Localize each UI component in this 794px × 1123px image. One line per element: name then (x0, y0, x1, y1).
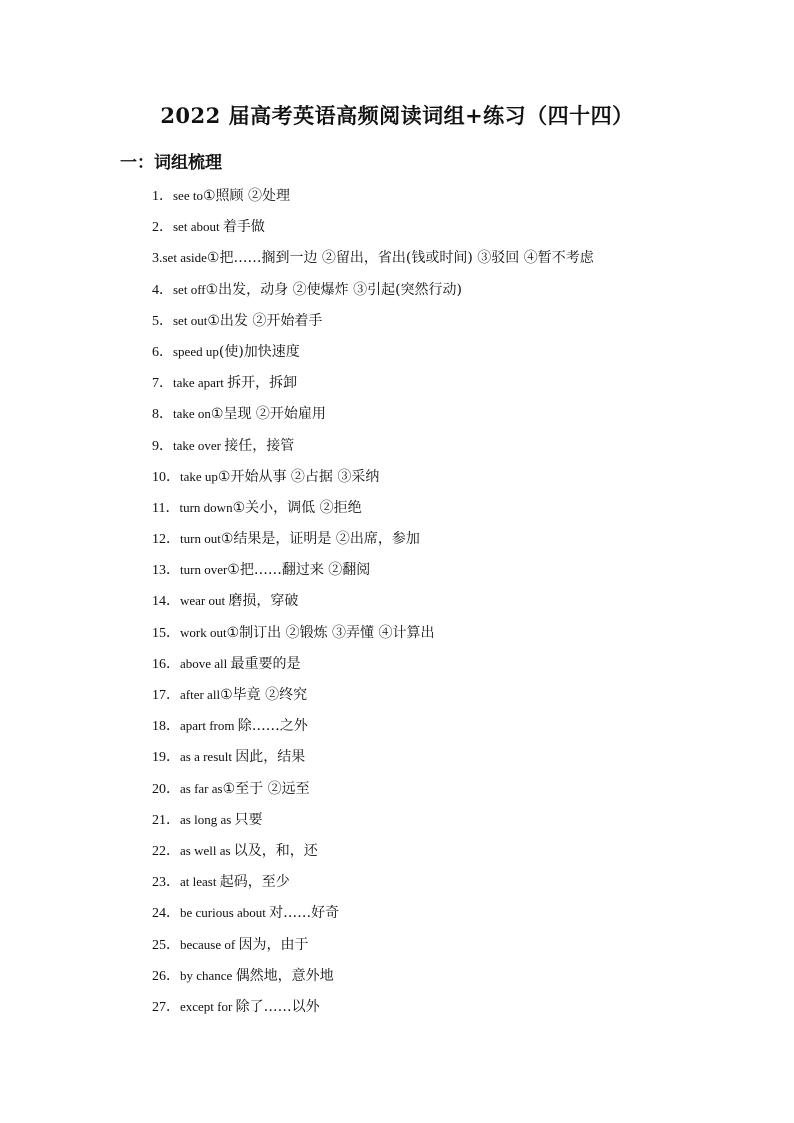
phrase-meaning: ①把……翻过来 ②翻阅 (227, 562, 371, 579)
list-item (152, 870, 594, 901)
list-item (152, 340, 594, 371)
list-item (152, 465, 594, 496)
list-item (152, 652, 594, 683)
item-number: 9． (152, 438, 173, 454)
list-item (152, 621, 594, 652)
phrase-meaning: 对……好奇 (269, 905, 340, 922)
item-number: 25． (152, 937, 180, 953)
phrase-text: turn down (179, 499, 233, 515)
item-number: 20． (152, 781, 180, 797)
phrase-meaning: ①制订出 ②锻炼 ③弄懂 ④计算出 (226, 624, 435, 641)
list-item (152, 839, 594, 870)
item-number: 26． (152, 968, 180, 984)
phrase-meaning: ①至于 ②远至 (222, 780, 310, 797)
phrase-meaning: ①出发，动身 ②使爆炸 ③引起(突然行动) (205, 281, 462, 298)
item-number: 6． (152, 344, 173, 360)
list-item (152, 246, 594, 277)
phrase-text: see to (173, 188, 203, 203)
phrase-text: as a result (180, 749, 236, 765)
phrase-text: speed up (173, 343, 219, 359)
item-number: 7． (152, 376, 173, 392)
item-number: 4． (152, 282, 173, 298)
item-number: 10． (152, 469, 180, 485)
phrase-meaning: ①关小，调低 ②拒绝 (232, 499, 362, 516)
list-item (152, 558, 594, 589)
phrase-meaning: ①呈现 ②开始雇用 (210, 406, 326, 423)
phrase-text: except for (180, 998, 236, 1014)
item-number: 3. (152, 251, 163, 267)
item-number: 5． (152, 313, 173, 329)
list-item (152, 184, 594, 215)
list-item (152, 527, 594, 558)
phrase-text: wear out (180, 593, 229, 609)
item-number: 21． (152, 812, 180, 828)
phrase-text: as far as (180, 780, 223, 796)
list-item (152, 309, 594, 340)
list-item (152, 496, 594, 527)
phrase-meaning: 接任，接管 (224, 437, 295, 454)
phrase-list (152, 184, 594, 1026)
phrase-meaning: 偶然地，意外地 (235, 967, 334, 984)
list-item (152, 215, 594, 246)
phrase-meaning: 因为，由于 (238, 936, 309, 953)
phrase-meaning: 因此，结果 (235, 749, 306, 766)
phrase-meaning: 除了……以外 (235, 998, 320, 1015)
phrase-text: take apart (173, 375, 228, 391)
phrase-meaning: ①把……搁到一边 ②留出，省出(钱或时间) ③驳回 ④暂不考虑 (206, 250, 594, 267)
phrase-text: at least (180, 874, 220, 890)
item-number: 23． (152, 875, 180, 891)
item-number: 12． (152, 532, 180, 548)
phrase-meaning: 以及，和，还 (233, 842, 318, 859)
phrase-meaning: 着手做 (222, 219, 265, 236)
phrase-meaning: ①出发 ②开始着手 (207, 312, 323, 329)
item-number: 22． (152, 843, 180, 859)
list-item (152, 745, 594, 776)
phrase-text: take up (180, 468, 218, 484)
phrase-text: set out (173, 312, 208, 328)
list-item (152, 777, 594, 808)
phrase-meaning: 磨损，穿破 (228, 593, 299, 610)
list-item (152, 714, 594, 745)
list-item (152, 434, 594, 465)
phrase-meaning: 起码，至少 (219, 874, 290, 891)
item-number: 16． (152, 656, 180, 672)
phrase-text: because of (180, 936, 239, 952)
phrase-text: set about (173, 219, 223, 235)
list-item (152, 278, 594, 309)
item-number: 13． (152, 563, 180, 579)
item-number: 24． (152, 906, 180, 922)
list-item (152, 995, 594, 1026)
list-item (152, 901, 594, 932)
item-number: 15． (152, 625, 180, 641)
phrase-text: turn out (180, 531, 221, 547)
item-number: 19． (152, 750, 180, 766)
phrase-text: apart from (180, 718, 238, 734)
list-item (152, 589, 594, 620)
item-number: 14． (152, 594, 180, 610)
list-item (152, 808, 594, 839)
phrase-text: by chance (180, 967, 236, 983)
item-number: 18． (152, 719, 180, 735)
item-number: 2． (152, 220, 173, 236)
page-title: 2022 届高考英语高频阅读词组+练习（四十四） (160, 103, 634, 128)
item-number: 11． (152, 500, 180, 516)
item-number: 17． (152, 688, 180, 703)
phrase-text: as long as (180, 811, 235, 827)
item-number: 27． (152, 999, 180, 1015)
phrase-meaning: 最重要的是 (230, 655, 301, 672)
phrase-text: take over (173, 437, 225, 453)
item-number: 8． (152, 407, 173, 423)
phrase-text: turn over (180, 562, 228, 578)
phrase-meaning: 除……之外 (237, 718, 308, 735)
phrase-text: above all (180, 655, 231, 671)
item-number: 1． (152, 189, 173, 204)
list-item (152, 683, 594, 714)
list-item (152, 964, 594, 995)
phrase-text: after all (180, 687, 221, 702)
phrase-text: be curious about (180, 905, 270, 921)
phrase-text: take on (173, 406, 211, 422)
phrase-text: set aside (162, 250, 207, 266)
phrase-text: work out (180, 624, 227, 640)
phrase-meaning: 只要 (234, 811, 263, 828)
phrase-meaning: ①开始从事 ②占据 ③采纳 (217, 468, 380, 485)
phrase-text: set off (173, 281, 206, 297)
phrase-text: as well as (180, 842, 234, 858)
phrase-meaning: ①照顾 ②处理 (202, 188, 290, 204)
section-heading: 一：词组梳理 (120, 153, 222, 173)
list-item (152, 371, 594, 402)
phrase-meaning: (使)加快速度 (218, 343, 300, 360)
phrase-meaning: ①毕竟 ②终究 (220, 687, 308, 703)
list-item (152, 933, 594, 964)
list-item (152, 402, 594, 433)
phrase-meaning: ①结果是，证明是 ②出席，参加 (220, 531, 420, 548)
phrase-meaning: 拆开，拆卸 (227, 375, 298, 392)
